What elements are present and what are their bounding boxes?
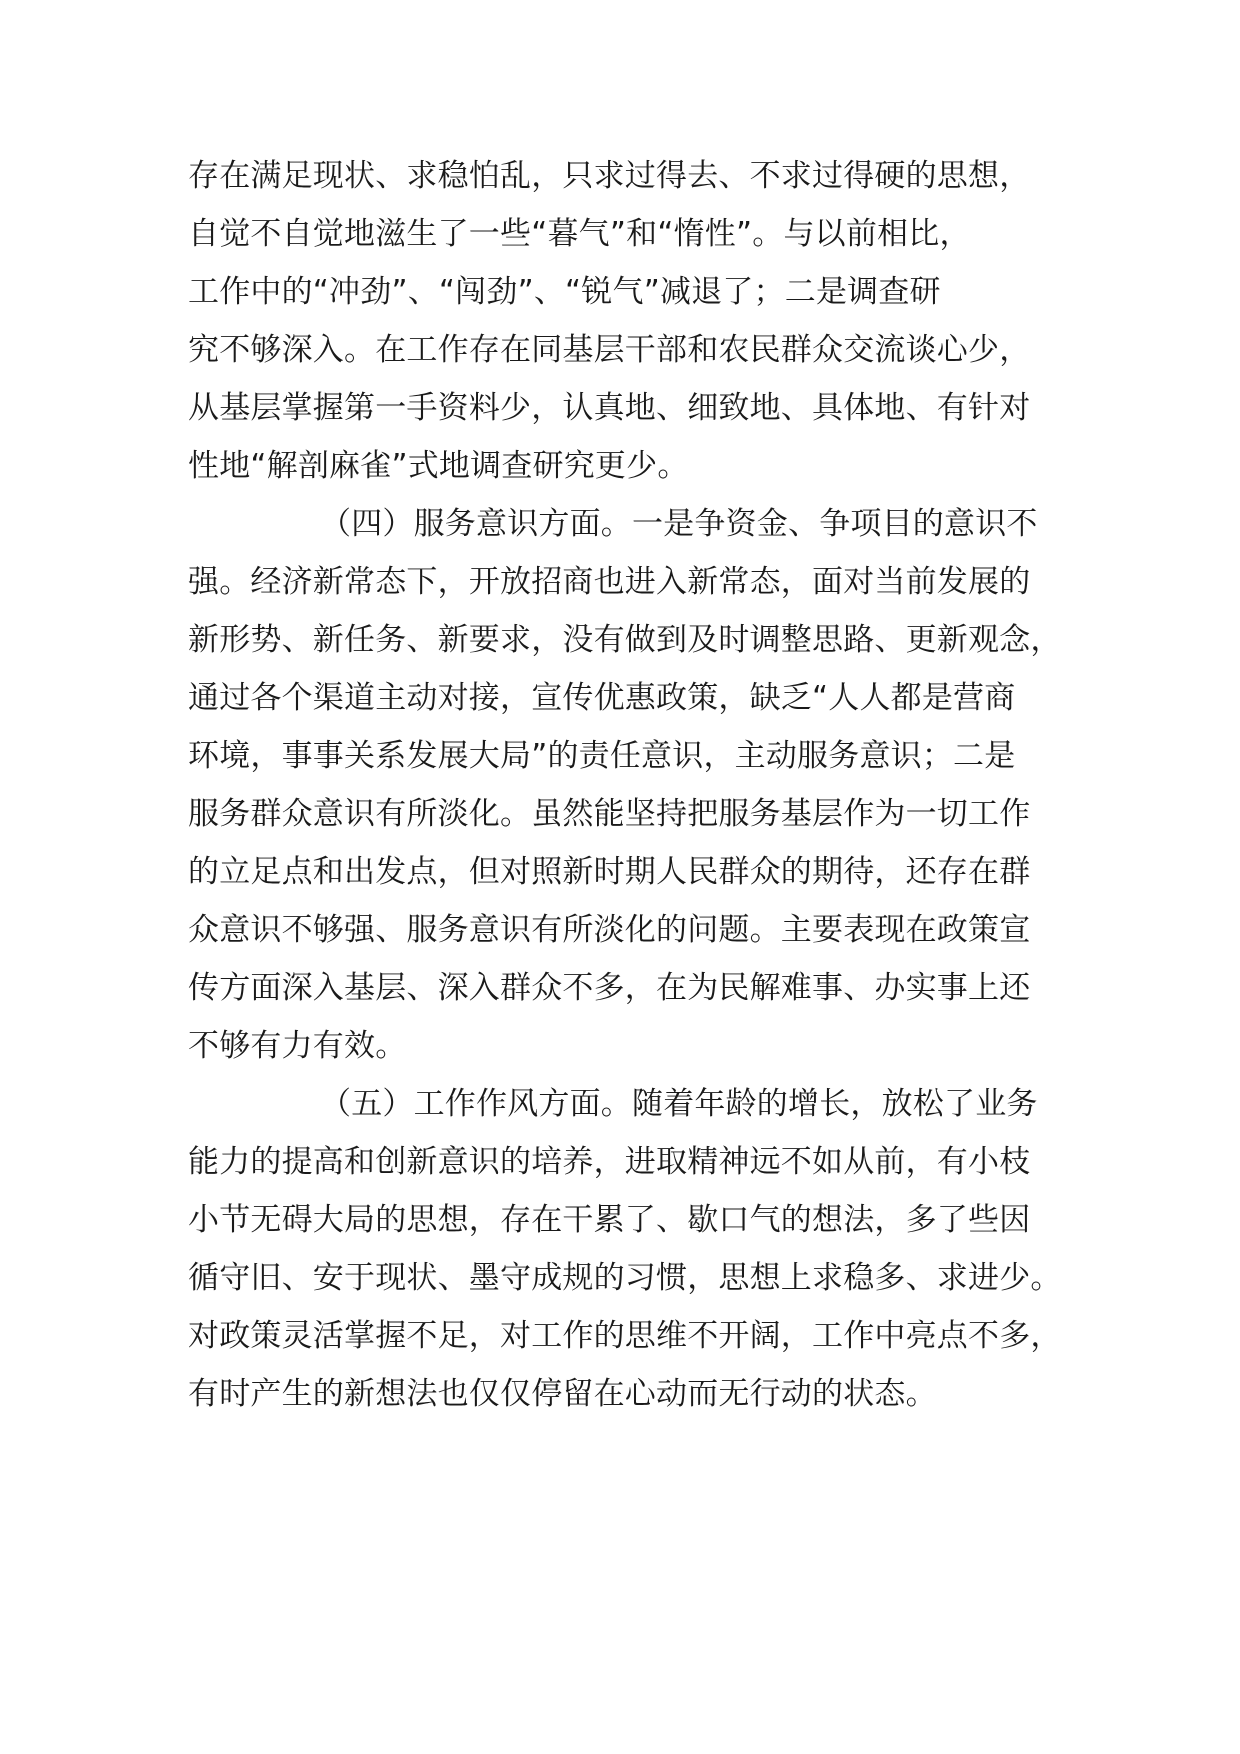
text-line: 工作中的“冲劲”、“闯劲”、“锐气”减退了；二是调查研 bbox=[188, 274, 941, 310]
text-line: 能力的提高和创新意识的培养，进取精神远不如从前，有小枝 bbox=[188, 1144, 1031, 1180]
text-line: 对政策灵活掌握不足，对工作的思维不开阔，工作中亮点不多， bbox=[188, 1318, 1062, 1354]
text-line: 传方面深入基层、深入群众不多，在为民解难事、办实事上还 bbox=[188, 970, 1031, 1006]
text-line: 众意识不够强、服务意识有所淡化的问题。主要表现在政策宣 bbox=[188, 912, 1031, 948]
text-line: 从基层掌握第一手资料少，认真地、细致地、具体地、有针对 bbox=[188, 390, 1031, 426]
text-line: 通过各个渠道主动对接，宣传优惠政策，缺乏“人人都是营商 bbox=[188, 680, 1016, 716]
text-line: 新形势、新任务、新要求，没有做到及时调整思路、更新观念， bbox=[188, 622, 1062, 658]
text-line: 环境，事事关系发展大局”的责任意识，主动服务意识；二是 bbox=[188, 738, 1016, 774]
text-line: 存在满足现状、求稳怕乱，只求过得去、不求过得硬的思想， bbox=[188, 158, 1031, 194]
text-line: 不够有力有效。 bbox=[188, 1028, 407, 1064]
text-line: 究不够深入。在工作存在同基层干部和农民群众交流谈心少， bbox=[188, 332, 1031, 368]
text-line: 小节无碍大局的思想，存在干累了、歇口气的想法，多了些因 bbox=[188, 1202, 1031, 1238]
text-line: 循守旧、安于现状、墨守成规的习惯，思想上求稳多、求进少。 bbox=[188, 1260, 1062, 1296]
section-heading-five: （五）工作作风方面。随着年龄的增长，放松了业务 bbox=[320, 1086, 1038, 1122]
text-line: 自觉不自觉地滋生了一些“暮气”和“惰性”。与以前相比， bbox=[188, 216, 971, 252]
text-line: 的立足点和出发点，但对照新时期人民群众的期待，还存在群 bbox=[188, 854, 1031, 890]
section-heading-four: （四）服务意识方面。一是争资金、争项目的意识不 bbox=[320, 506, 1038, 542]
text-line: 有时产生的新想法也仅仅停留在心动而无行动的状态。 bbox=[188, 1376, 937, 1412]
text-line: 强。经济新常态下，开放招商也进入新常态，面对当前发展的 bbox=[188, 564, 1031, 600]
text-line: 服务群众意识有所淡化。虽然能坚持把服务基层作为一切工作 bbox=[188, 796, 1031, 832]
text-line: 性地“解剖麻雀”式地调查研究更少。 bbox=[188, 448, 689, 484]
